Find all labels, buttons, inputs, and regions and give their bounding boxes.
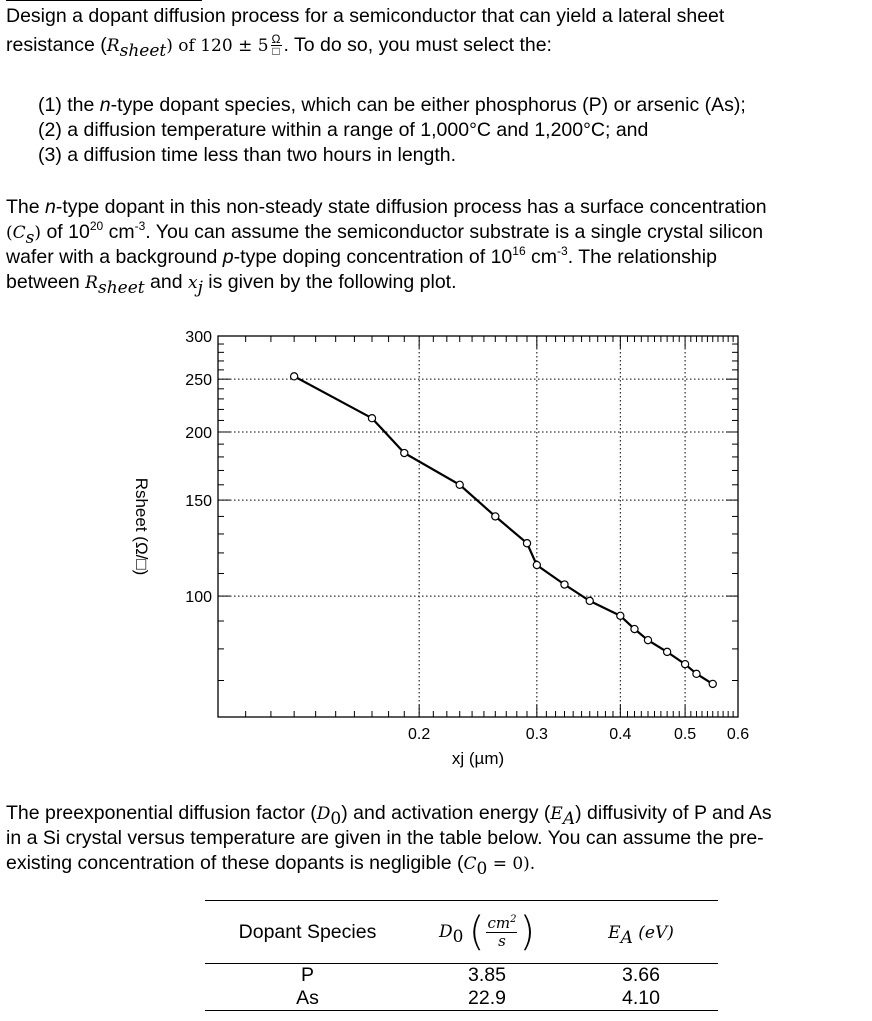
dopant-table <box>205 900 718 1011</box>
data-point <box>664 648 671 655</box>
y-axis-label: Rsheet (Ω/□) <box>132 477 151 576</box>
data-point <box>456 481 463 488</box>
table-row <box>205 964 718 988</box>
table-row <box>205 987 718 1011</box>
col-header-ea: $E_A$ (eV) <box>564 901 718 964</box>
cell-species: P <box>300 964 314 986</box>
y-tick-label: 100 <box>185 589 212 607</box>
data-point <box>368 415 375 422</box>
data-point <box>631 625 638 632</box>
para3-line-3: existing concentration of these dopants is negligible $(C_0 = 0)$. <box>6 852 536 879</box>
x-tick-label: 0.5 <box>673 726 697 743</box>
x-tick-label: 0.6 <box>726 726 750 743</box>
col-header-d0: $D_0$ ( $\frac{cm^2}{s}$ ) <box>410 901 564 964</box>
plot-frame <box>218 336 738 717</box>
y-tick-label: 150 <box>185 493 212 511</box>
y-tick-label: 250 <box>185 372 212 390</box>
para2-line-4: between $R_{sheet}$ and $x_j$ is given by the following plot. <box>6 271 457 298</box>
y-tick-label: 300 <box>185 329 212 346</box>
cell-ea: 4.10 <box>564 987 718 1011</box>
requirement-item: (1) the n-type dopant species, which can be either phosphorus (P) or arsenic (As); <box>38 94 746 116</box>
para3-line-1: The preexponential diffusion factor $(D_0)$ and activation energy $(E_A)$ diffusivity of P and As <box>6 802 772 829</box>
requirement-item: (3) a diffusion time less than two hours in length. <box>38 144 457 166</box>
data-point <box>644 637 651 644</box>
col-header-species: Dopant Species <box>205 901 410 964</box>
para3-line-2: in a Si crystal versus temperature are given in the table below. You can assume the pre- <box>6 827 764 849</box>
requirement-item: (2) a diffusion temperature within a range of 1,000°C and 1,200°C; and <box>38 119 649 141</box>
x-axis-label: xj (µm) <box>451 749 505 768</box>
data-point <box>561 581 568 588</box>
data-point <box>693 670 700 677</box>
intro-line-1: Design a dopant diffusion process for a semiconductor that can yield a lateral sheet <box>6 5 725 27</box>
x-tick-label: 0.4 <box>609 726 632 743</box>
ohm-per-square-fraction: $\frac{\Omega}{□}$ <box>271 32 281 59</box>
x-tick-label: 0.3 <box>525 726 548 743</box>
data-point <box>533 561 540 568</box>
cell-species: As <box>205 987 410 1011</box>
data-point <box>586 597 593 604</box>
data-point <box>492 513 499 520</box>
para2-line-1: The n-type dopant in this non-steady state diffusion process has a surface concentration <box>6 196 767 218</box>
data-point <box>523 540 530 547</box>
table-header-row <box>205 901 718 964</box>
data-point <box>681 661 688 668</box>
intro-line-2: resistance $(R_{sheet})$ of 120 ± 5 $\frac{\Omega}{□}$ . To do so, you must select the: <box>6 32 552 61</box>
data-point <box>617 612 624 619</box>
cell-ea: 3.66 <box>622 964 660 986</box>
para2-line-2: $(C_s)$ of $10^{20}$ $cm^{-3}$. You can assume the semiconductor substrate is a single crystal silicon <box>6 219 764 248</box>
data-point <box>709 680 716 687</box>
data-point <box>291 373 298 380</box>
x-tick-label: 0.2 <box>408 726 431 743</box>
y-tick-label: 200 <box>185 424 212 442</box>
cell-d0: 22.9 <box>410 987 564 1011</box>
para2-line-3: wafer with a background p-type doping concentration of $10^{16}$ $cm^{-3}$. The relationship <box>6 244 717 268</box>
cell-d0: 3.85 <box>468 964 506 986</box>
data-point <box>401 449 408 456</box>
